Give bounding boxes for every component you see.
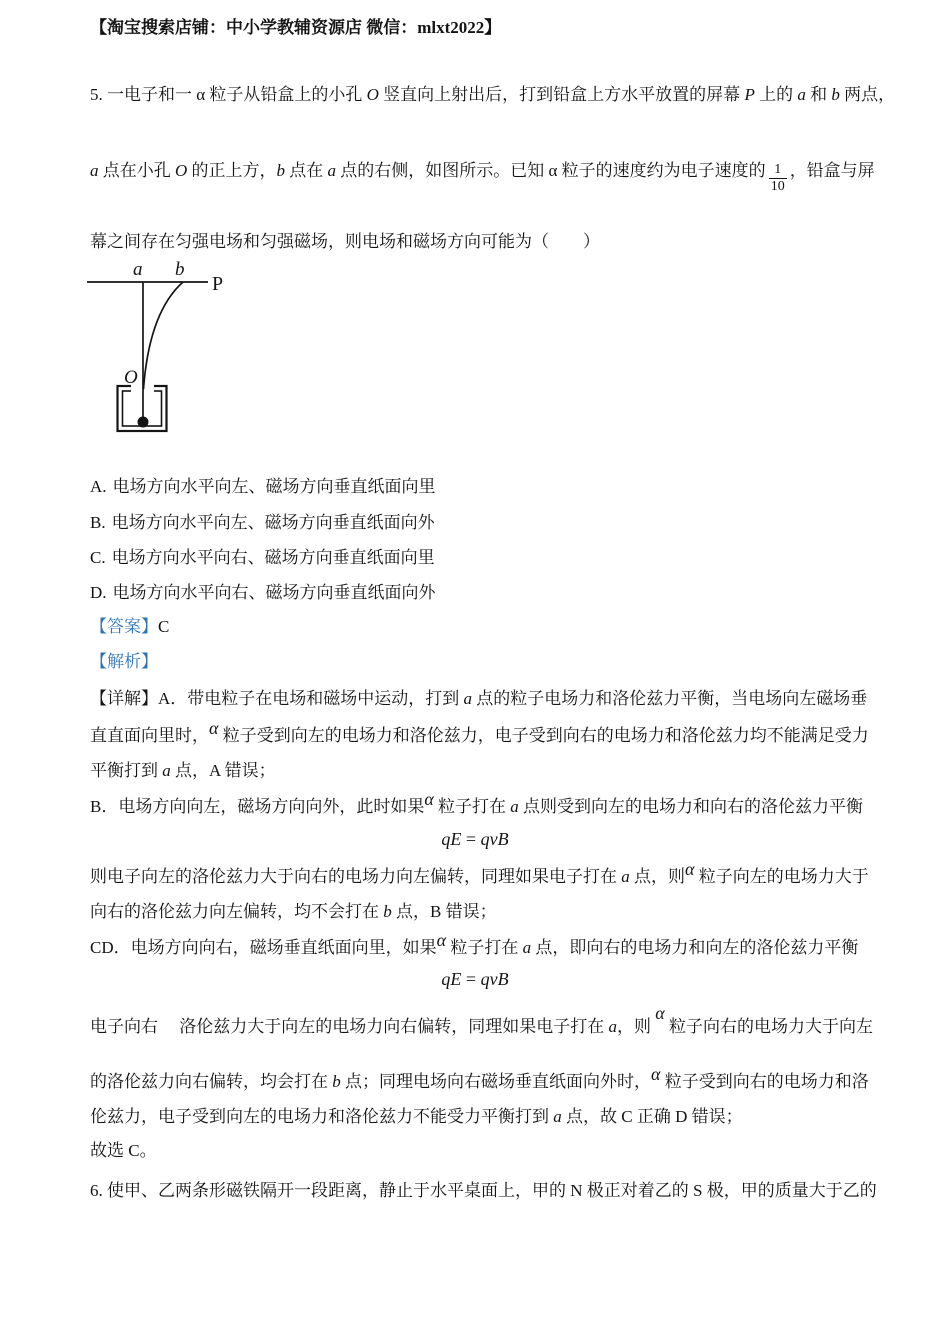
answer-value: C xyxy=(158,617,170,636)
detail-line-4: B．电场方向向左，磁场方向向外，此时如果α 粒子打在 a 点则受到向左的电场力和向右的洛伦兹力平衡 xyxy=(90,789,864,816)
detail-line-8: 电子向右 洛伦兹力大于向左的电场力向右偏转，同理如果电子打在 a，则 α 粒子向右的电场力大于向左 xyxy=(90,1003,873,1036)
question5-line-2-pre: a 点在小孔 O 的正上方，b 点在 a 点的右侧，如图所示。已知 α 粒子的速度约为电子速度的 xyxy=(90,161,766,180)
option-b-text: 电场方向水平向左、磁场方向垂直纸面向外 xyxy=(111,513,435,532)
answer-label: 【答案】 xyxy=(90,617,158,636)
question5-figure xyxy=(86,256,236,456)
option-a xyxy=(90,476,436,498)
question5-line-2 xyxy=(90,160,875,195)
equation-1: qE = qvB xyxy=(441,829,509,849)
option-a-text: 电场方向水平向左、磁场方向垂直纸面向里 xyxy=(112,477,436,496)
particle-source-dot xyxy=(138,417,149,428)
label-p: P xyxy=(212,273,224,295)
option-d-text: 电场方向水平向右、磁场方向垂直纸面向外 xyxy=(112,583,436,602)
particle-trajectory-diagram xyxy=(86,256,236,451)
question6-line-1: 6. 使甲、乙两条形磁铁隔开一段距离，静止于水平桌面上，甲的 N 极正对着乙的 S 极，甲的质量大于乙的 xyxy=(90,1181,877,1200)
fraction-denominator: 10 xyxy=(770,179,785,194)
fraction-numerator: 1 xyxy=(769,162,787,179)
option-d xyxy=(90,582,436,604)
label-b: b xyxy=(175,259,185,280)
detail-line-6: 向右的洛伦兹力向左偏转，均不会打在 b 点，B 错误； xyxy=(90,902,497,921)
detail-line-10: 伦兹力，电子受到向左的电场力和洛伦兹力不能受力平衡打到 a 点，故 C 正确 D 错误； xyxy=(90,1107,743,1126)
option-c xyxy=(90,547,435,569)
curved-trajectory xyxy=(144,282,184,389)
label-a: a xyxy=(133,259,143,280)
option-c-letter: C. xyxy=(90,548,106,567)
question5-line-3: 幕之间存在匀强电场和匀强磁场，则电场和磁场方向可能为（ ） xyxy=(90,232,600,251)
option-b xyxy=(90,512,435,534)
store-header: 【淘宝搜索店铺：中小学教辅资源店 微信：mlxt2022】 xyxy=(90,18,502,37)
analysis-label: 【解析】 xyxy=(90,652,158,671)
question5-line-1: 5. 一电子和一 α 粒子从铅盒上的小孔 O 竖直向上射出后，打到铅盒上方水平放置的屏幕 P 上的 a 和 b 两点， xyxy=(90,85,896,104)
detail-line-5: 则电子向左的洛伦兹力大于向右的电场力向左偏转，同理如果电子打在 a 点，则α 粒子向左的电场力大于 xyxy=(90,859,869,886)
question5-line-2-post: ，铅盒与屏 xyxy=(789,161,875,180)
detail-line-2: 直直面向里时，α 粒子受到向左的电场力和洛伦兹力，电子受到向右的电场力和洛伦兹力均不能满足受力 xyxy=(90,718,869,745)
equation-2: qE = qvB xyxy=(441,969,509,989)
option-b-letter: B. xyxy=(90,513,106,532)
answer-row xyxy=(90,616,169,638)
detail-line-11: 故选 C。 xyxy=(90,1141,157,1160)
option-c-text: 电场方向水平向右、磁场方向垂直纸面向里 xyxy=(111,548,435,567)
detail-line-1: 【详解】A．带电粒子在电场和磁场中运动，打到 a 点的粒子电场力和洛伦兹力平衡，当电场向左磁场垂 xyxy=(90,689,868,708)
fraction-one-tenth xyxy=(769,162,787,194)
detail-line-3: 平衡打到 a 点，A 错误； xyxy=(90,761,276,780)
detail-line-7: CD．电场方向向右，磁场垂直纸面向里，如果α 粒子打在 a 点，即向右的电场力和向左的洛伦兹力平衡 xyxy=(90,930,859,957)
label-o: O xyxy=(124,367,138,388)
option-a-letter: A. xyxy=(90,477,107,496)
detail-line-9: 的洛伦兹力向右偏转，均会打在 b 点；同理电场向右磁场垂直纸面向外时，α 粒子受到向右的电场力和洛 xyxy=(90,1064,869,1091)
option-d-letter: D. xyxy=(90,583,107,602)
